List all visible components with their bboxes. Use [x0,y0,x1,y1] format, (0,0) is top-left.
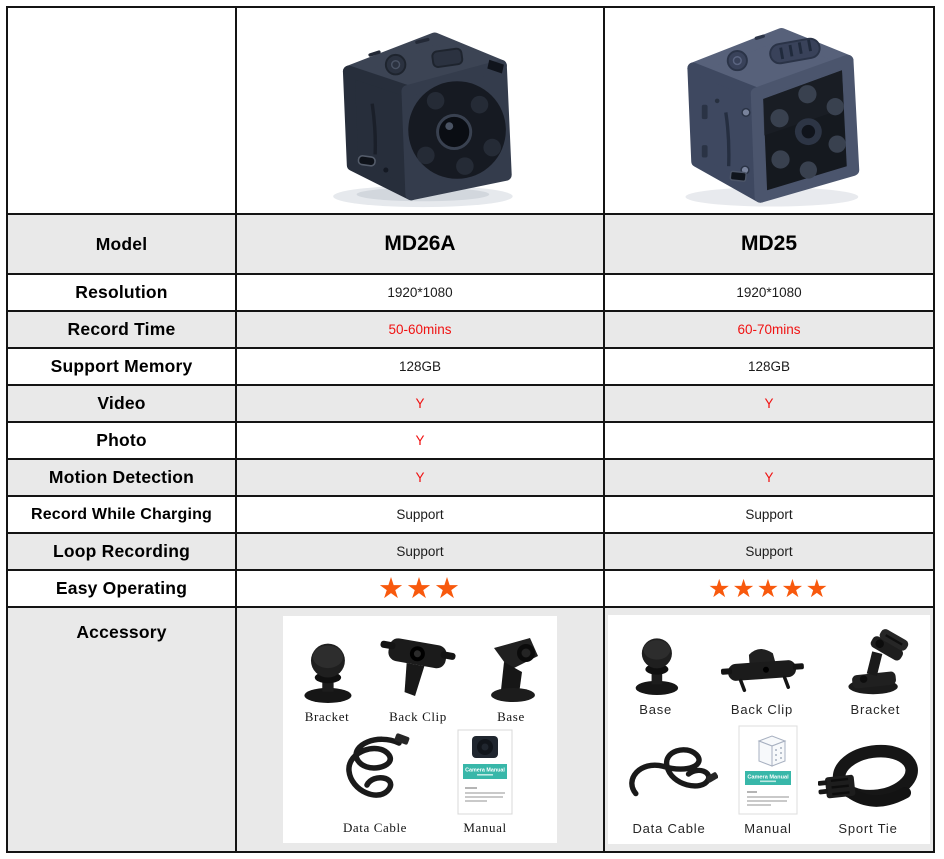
manual-title-text: Camera Manual [747,774,789,780]
data-cable-icon [327,729,423,817]
accessory-label: Back Clip [730,701,794,717]
md26a-support-memory-value: 128GB [237,349,605,386]
row-label-photo: Photo [8,423,237,460]
md26a-photo-value: Y [237,423,605,460]
manual-icon [738,725,798,817]
md25-video-value: Y [605,386,933,423]
md26a-accessory-row-1 [287,626,553,725]
md26a-model-value: MD26A [237,215,605,275]
accessory-label: Manual [744,820,792,836]
accessory-item-back-clip [374,626,462,725]
accessory-item-data-cable [327,729,423,836]
bracket-mount-icon [294,634,360,706]
row-label-video: Video [8,386,237,423]
md25-loop-recording-value: Support [605,534,933,571]
product-comparison-table [6,6,935,853]
base-mount-icon [625,630,687,698]
accessory-label: Bracket [304,708,350,724]
md26a-rating-stars: ★★★ [237,571,605,608]
md26a-image-cell [237,8,605,215]
accessory-item-base [476,632,546,725]
md25-image-cell [605,8,933,215]
bracket-clamp-icon [837,624,913,698]
md25-resolution-value: 1920*1080 [605,275,933,312]
row-label-accessory: Accessory [8,608,237,851]
md26a-loop-recording-value: Support [237,534,605,571]
manual-title-text: Camera Manual [465,767,505,773]
accessory-label: Sport Tie [838,820,898,836]
accessory-item-sport-tie [818,739,918,836]
accessory-label: Base [639,701,673,717]
md25-motion-detection-value: Y [605,460,933,497]
md25-photo-value [605,423,933,460]
row-label-support-memory: Support Memory [8,349,237,386]
spec-header-empty-cell [8,8,237,215]
md26a-accessory-row-2 [287,729,553,836]
accessory-label: Data Cable [632,820,706,836]
row-label-resolution: Resolution [8,275,237,312]
row-label-motion-detection: Motion Detection [8,460,237,497]
accessory-label: Base [497,708,525,724]
md25-record-while-charging-value: Support [605,497,933,534]
back-clip-icon [716,638,808,698]
accessory-item-bracket [294,634,360,725]
md25-rating-stars: ★★★★★ [605,571,933,608]
row-label-model: Model [8,215,237,275]
accessory-item-data-cable [620,737,718,836]
back-clip-icon [374,626,462,706]
accessory-label: Bracket [850,701,901,717]
accessory-item-manual [738,725,798,836]
manual-icon [457,729,513,817]
md26a-video-value: Y [237,386,605,423]
accessory-item-base [625,630,687,717]
row-label-loop-recording: Loop Recording [8,534,237,571]
md25-record-time-value: 60-70mins [605,312,933,349]
accessory-item-back-clip [716,638,808,717]
md25-accessory-card [608,615,930,844]
md26a-resolution-value: 1920*1080 [237,275,605,312]
row-label-record-while-charging: Record While Charging [8,497,237,534]
accessory-item-manual [457,729,513,836]
accessory-item-bracket [837,624,913,717]
row-label-record-time: Record Time [8,312,237,349]
accessory-label: Manual [463,819,507,835]
md26a-record-while-charging-value: Support [237,497,605,534]
md26a-record-time-value: 50-60mins [237,312,605,349]
md25-model-value: MD25 [605,215,933,275]
accessory-label: Data Cable [342,819,408,835]
data-cable-icon [620,737,718,817]
md25-accessory-row-2 [610,725,928,836]
row-label-easy-operating: Easy Operating [8,571,237,608]
md25-camera-image [649,12,889,210]
accessory-label: Back Clip [389,708,447,724]
md26a-accessory-card [283,616,557,843]
md26a-camera-image [297,11,543,211]
md26a-accessory-cell [237,608,605,851]
md25-support-memory-value: 128GB [605,349,933,386]
md25-accessory-row-1 [610,624,928,717]
base-mount-icon [476,632,546,706]
md26a-motion-detection-value: Y [237,460,605,497]
md25-accessory-cell [605,608,933,851]
sport-tie-icon [818,739,918,817]
